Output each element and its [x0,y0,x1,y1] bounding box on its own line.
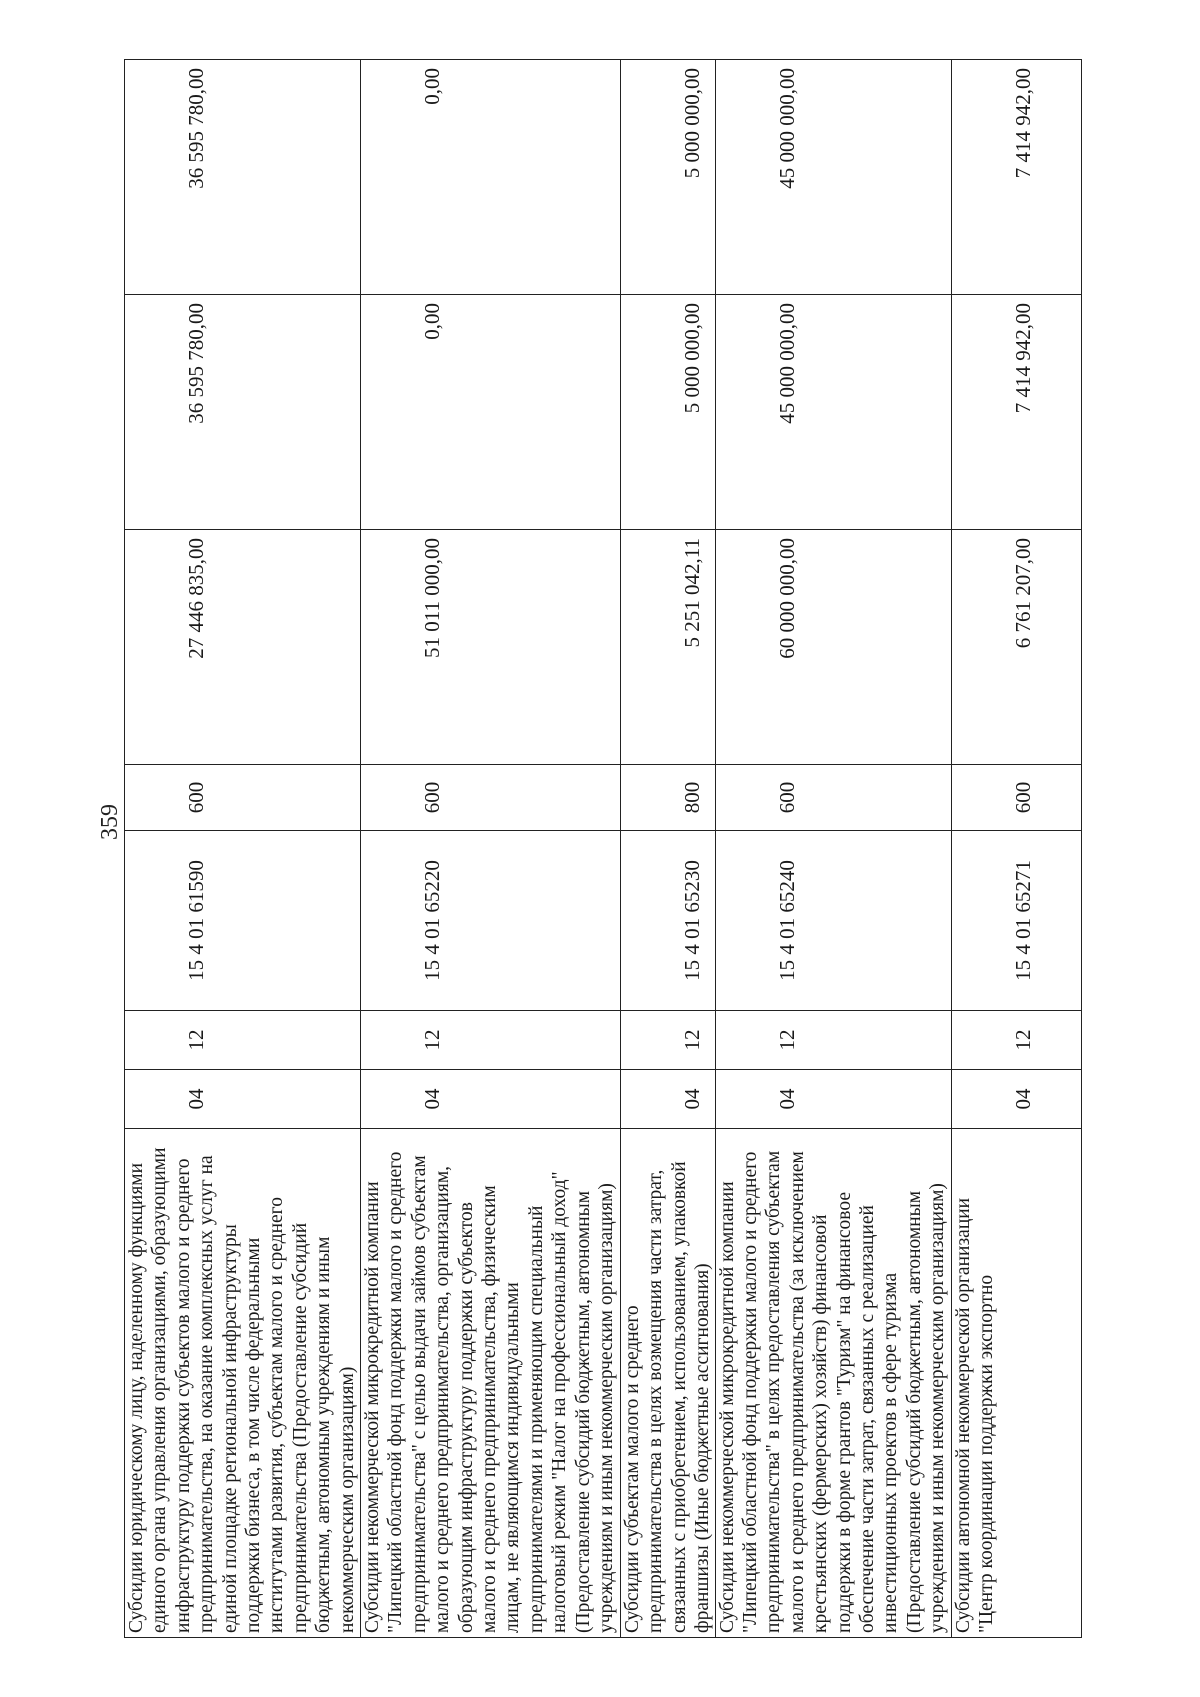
amount-year-1: 6 761 207,00 [951,530,1081,765]
description-line: налоговый режим "Налог на профессиональный доход" [549,1171,571,1633]
description-line: лицам, не являющимся индивидуальными [502,1282,524,1633]
amount-year-1: 60 000 000,00 [715,530,951,765]
table-row [361,60,621,1638]
target-article-code: 15 4 01 65220 [361,831,621,1011]
amount-year-2: 45 000 000,00 [715,295,951,530]
target-article-code: 15 4 01 65240 [715,831,951,1011]
description-line: предпринимательства" с целью выдачи займов субъектам [408,1155,430,1633]
amount-year-3: 36 595 780,00 [125,60,361,295]
amount-year-2: 36 595 780,00 [125,295,361,530]
description-line: Субсидии некоммерческой микрокредитной компании [716,1181,738,1633]
row-description [361,1129,621,1638]
description-line: поддержки в форме грантов "Туризм" на финансовое [833,1192,855,1633]
description-line: (Предоставление субсидий бюджетным, автономным [903,1190,925,1633]
table-row [951,60,1081,1638]
expense-type-code: 600 [951,765,1081,831]
row-description [715,1129,951,1638]
expense-type-code: 600 [715,765,951,831]
description-line: малого и среднего предпринимательства (за исключением [786,1151,808,1633]
budget-table [124,60,1080,1638]
description-line: предпринимателями и применяющим специальный [525,1205,547,1633]
subsection-code: 12 [125,1011,361,1070]
description-line: поддержки бизнеса, в том числе федеральными [243,1237,265,1633]
description-line: единого органа управления организациями, образующими [149,1147,171,1633]
description-line: предпринимательства, на оказание комплексных услуг на [196,1155,218,1633]
table-row [715,60,951,1638]
description-line: "Липецкий областной фонд поддержки малого и среднего [385,1151,407,1633]
description-line: Субсидии некоммерческой микрокредитной компании [362,1181,383,1633]
section-code: 04 [621,1070,716,1129]
expense-type-code: 600 [125,765,361,831]
description-line: малого и среднего предпринимательства, физическим [479,1185,501,1633]
description-line: единой площадке региональной инфраструктуры [219,1224,241,1633]
description-line: бюджетным, автономным учреждениям и иным [313,1236,335,1633]
subsection-code: 12 [621,1011,716,1070]
description-line: франшизы (Иные бюджетные ассигнования) [692,1263,714,1633]
expense-type-code: 800 [621,765,716,831]
description-line: предпринимательства в целях возмещения части затрат, [645,1169,667,1633]
description-line: инвестиционных проектов в сфере туризма [880,1272,902,1633]
row-description [621,1129,716,1638]
description-line: предпринимательства (Предоставление субсидий [289,1222,311,1633]
table-row [621,60,716,1638]
description-line: некоммерческим организациям) [336,1366,358,1633]
amount-year-3: 45 000 000,00 [715,60,951,295]
table-row [125,60,361,1638]
section-code: 04 [951,1070,1081,1129]
section-code: 04 [715,1070,951,1129]
description-line: малого и среднего предпринимательства, организациям, [432,1165,454,1633]
description-line: образующим инфраструктуру поддержки субъектов [455,1202,477,1633]
section-code: 04 [125,1070,361,1129]
description-line: Субсидии юридическому лицу, наделенному функциями [126,1162,147,1633]
description-line: (Предоставление субсидий бюджетным, автономным [572,1190,594,1633]
description-line: Субсидии субъектам малого и среднего [622,1305,643,1633]
description-line: Субсидии автономной некоммерческой организации [952,1197,974,1633]
description-line: учреждениям и иным некоммерческим организациям) [927,1183,949,1633]
amount-year-1: 51 011 000,00 [361,530,621,765]
amount-year-3: 7 414 942,00 [951,60,1081,295]
description-line: предпринимательства" в целях предоставления субъектам [763,1150,785,1633]
subsection-code: 12 [951,1011,1081,1070]
description-line: "Липецкий областной фонд поддержки малого и среднего [740,1151,762,1633]
row-description [125,1129,361,1638]
description-line: учреждениям и иным некоммерческим организациям) [596,1183,618,1633]
description-line: связанных с приобретением, использованием, упаковкой [668,1161,690,1633]
amount-year-3: 5 000 000,00 [621,60,716,295]
amount-year-2: 5 000 000,00 [621,295,716,530]
amount-year-3: 0,00 [361,60,621,295]
target-article-code: 15 4 01 65230 [621,831,716,1011]
description-line: крестьянских (фермерских) хозяйств) финансовой [810,1214,832,1633]
amount-year-1: 27 446 835,00 [125,530,361,765]
description-line: институтами развития, субъектам малого и среднего [266,1197,288,1633]
amount-year-2: 7 414 942,00 [951,295,1081,530]
page-number: 359 [97,804,123,840]
target-article-code: 15 4 01 65271 [951,831,1081,1011]
description-line: "Центр координации поддержки экспортно [976,1274,998,1633]
amount-year-1: 5 251 042,11 [621,530,716,765]
description-line: обеспечение части затрат, связанных с реализацией [857,1205,879,1633]
subsection-code: 12 [715,1011,951,1070]
subsection-code: 12 [361,1011,621,1070]
amount-year-2: 0,00 [361,295,621,530]
description-line: инфраструктуру поддержки субъектов малого и среднего [172,1158,194,1633]
section-code: 04 [361,1070,621,1129]
expense-type-code: 600 [361,765,621,831]
target-article-code: 15 4 01 61590 [125,831,361,1011]
row-description [951,1129,1081,1638]
